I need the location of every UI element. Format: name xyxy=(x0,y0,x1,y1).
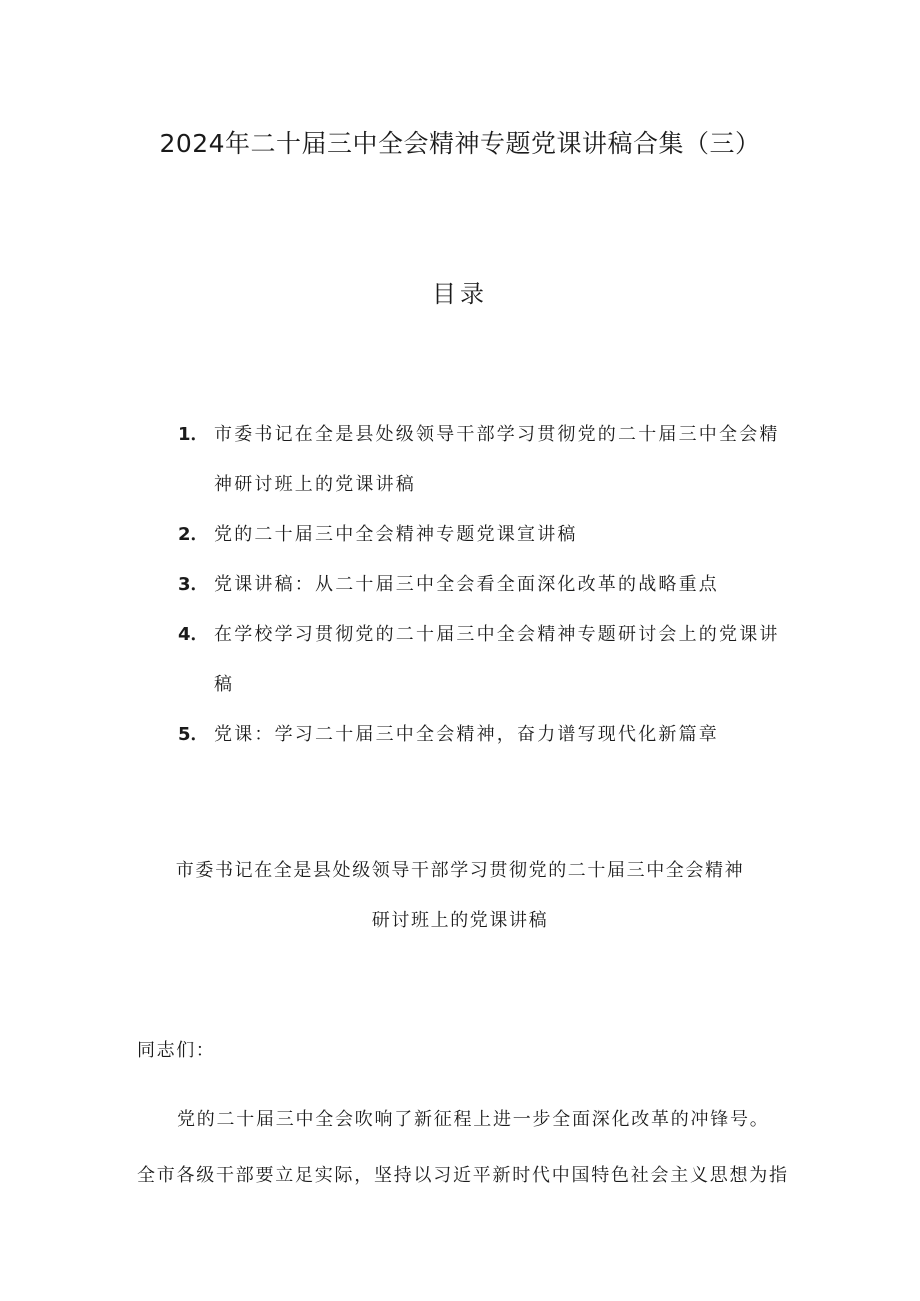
toc-item-text: 党课讲稿：从二十届三中全会看全面深化改革的战略重点 xyxy=(214,574,719,595)
paragraph-line: 党的二十届三中全会吹响了新征程上进一步全面深化改革的冲锋号。 xyxy=(177,1109,770,1130)
toc-item-4[interactable] xyxy=(178,610,798,710)
body-paragraph xyxy=(137,1092,797,1204)
toc-item-text: 党课：学习二十届三中全会精神，奋力谱写现代化新篇章 xyxy=(214,724,719,745)
toc-item-2[interactable] xyxy=(178,510,798,560)
section-title-line: 研讨班上的党课讲稿 xyxy=(371,910,549,931)
paragraph-line: 全市各级干部要立足实际，坚持以习近平新时代中国特色社会主义思想为指 xyxy=(137,1165,789,1186)
toc-item-text-continued: 神研讨班上的党课讲稿 xyxy=(214,474,416,495)
section-title xyxy=(0,846,920,946)
toc-item-number: 1． xyxy=(178,424,209,445)
toc-item-1[interactable] xyxy=(178,410,798,510)
toc-item-text: 在学校学习贯彻党的二十届三中全会精神专题研讨会上的党课讲 xyxy=(214,624,780,645)
salutation: 同志们： xyxy=(137,1040,216,1061)
section-title-line: 市委书记在全是县处级领导干部学习贯彻党的二十届三中全会精神 xyxy=(175,860,745,881)
document-title: 2024年二十届三中全会精神专题党课讲稿合集（三） xyxy=(159,129,761,158)
toc-item-number: 3． xyxy=(178,574,209,595)
toc-heading: 目录 xyxy=(432,280,488,308)
toc-item-text: 党的二十届三中全会精神专题党课宣讲稿 xyxy=(214,524,578,545)
toc-item-number: 4． xyxy=(178,624,209,645)
toc-item-5[interactable] xyxy=(178,710,798,760)
toc-item-text: 市委书记在全是县处级领导干部学习贯彻党的二十届三中全会精 xyxy=(214,424,780,445)
toc-item-3[interactable] xyxy=(178,560,798,610)
toc-list xyxy=(178,410,798,760)
toc-item-text-continued: 稿 xyxy=(214,674,235,695)
toc-item-number: 5． xyxy=(178,724,209,745)
toc-item-number: 2． xyxy=(178,524,209,545)
